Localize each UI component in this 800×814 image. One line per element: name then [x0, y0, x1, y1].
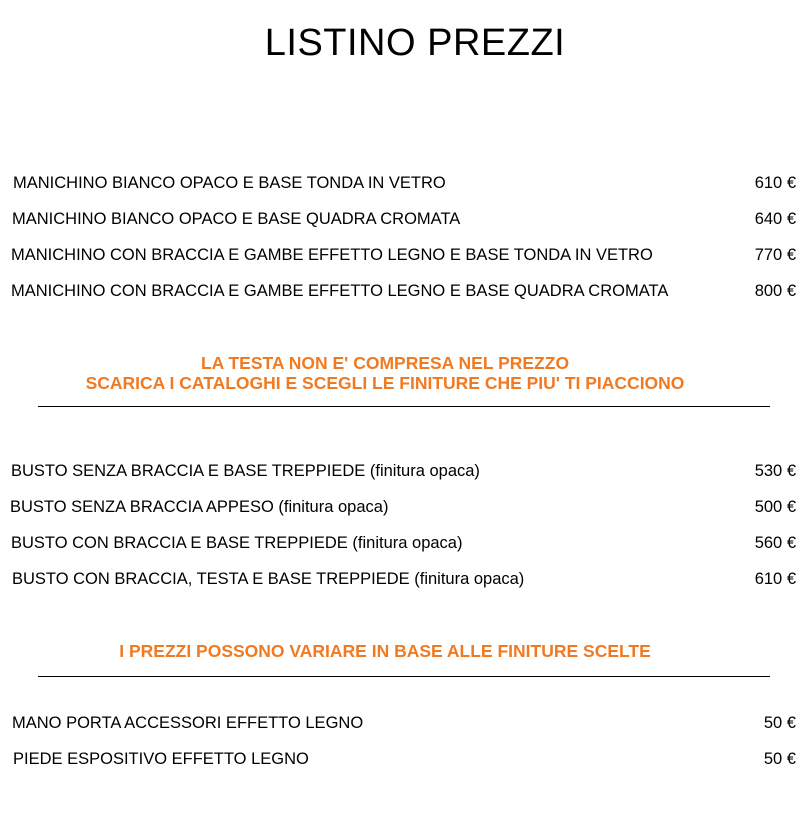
price-row	[0, 568, 800, 590]
item-label: BUSTO SENZA BRACCIA APPESO (finitura opaca)	[10, 498, 389, 516]
price-row	[0, 244, 800, 266]
item-label: MANICHINO CON BRACCIA E GAMBE EFFETTO LEGNO E BASE QUADRA CROMATA	[11, 282, 669, 300]
item-price: 50 €	[763, 750, 796, 768]
item-price: 530 €	[754, 462, 796, 480]
price-row	[0, 748, 800, 770]
item-label: MANO PORTA ACCESSORI EFFETTO LEGNO	[12, 714, 364, 732]
notice-head-not-included: LA TESTA NON E' COMPRESA NEL PREZZO	[200, 353, 570, 373]
item-price: 560 €	[754, 534, 796, 552]
item-price: 50 €	[763, 714, 796, 732]
item-label: BUSTO SENZA BRACCIA E BASE TREPPIEDE (finitura opaca)	[11, 462, 480, 480]
price-row	[0, 208, 800, 230]
price-row	[0, 460, 800, 482]
item-price: 640 €	[754, 210, 796, 228]
item-finish-note: (finitura opaca)	[369, 462, 480, 480]
page-title: LISTINO PREZZI	[264, 22, 566, 64]
item-finish-note: (finitura opaca)	[352, 534, 463, 552]
price-row	[0, 280, 800, 302]
price-row	[0, 532, 800, 554]
item-price: 770 €	[754, 246, 796, 264]
notice-prices-may-vary: I PREZZI POSSONO VARIARE IN BASE ALLE FINITURE SCELTE	[119, 641, 651, 661]
item-label: MANICHINO BIANCO OPACO E BASE QUADRA CROMATA	[12, 210, 461, 228]
price-row	[0, 172, 800, 194]
price-row	[0, 496, 800, 518]
divider	[38, 676, 770, 677]
item-price: 610 €	[754, 570, 796, 588]
divider	[38, 406, 770, 407]
item-label: BUSTO CON BRACCIA, TESTA E BASE TREPPIEDE (finitura opaca)	[12, 570, 525, 588]
item-label: MANICHINO BIANCO OPACO E BASE TONDA IN VETRO	[13, 174, 446, 192]
item-finish-note: (finitura opaca)	[414, 570, 525, 588]
price-row	[0, 712, 800, 734]
item-label: BUSTO CON BRACCIA E BASE TREPPIEDE (finitura opaca)	[11, 534, 463, 552]
item-price: 610 €	[754, 174, 796, 192]
item-price: 500 €	[754, 498, 796, 516]
item-finish-note: (finitura opaca)	[278, 498, 389, 516]
item-label: PIEDE ESPOSITIVO EFFETTO LEGNO	[13, 750, 309, 768]
item-price: 800 €	[754, 282, 796, 300]
notice-download-catalogs: SCARICA I CATALOGHI E SCEGLI LE FINITURE CHE PIU' TI PIACCIONO	[85, 373, 685, 393]
item-label: MANICHINO CON BRACCIA E GAMBE EFFETTO LEGNO E BASE TONDA IN VETRO	[11, 246, 653, 264]
